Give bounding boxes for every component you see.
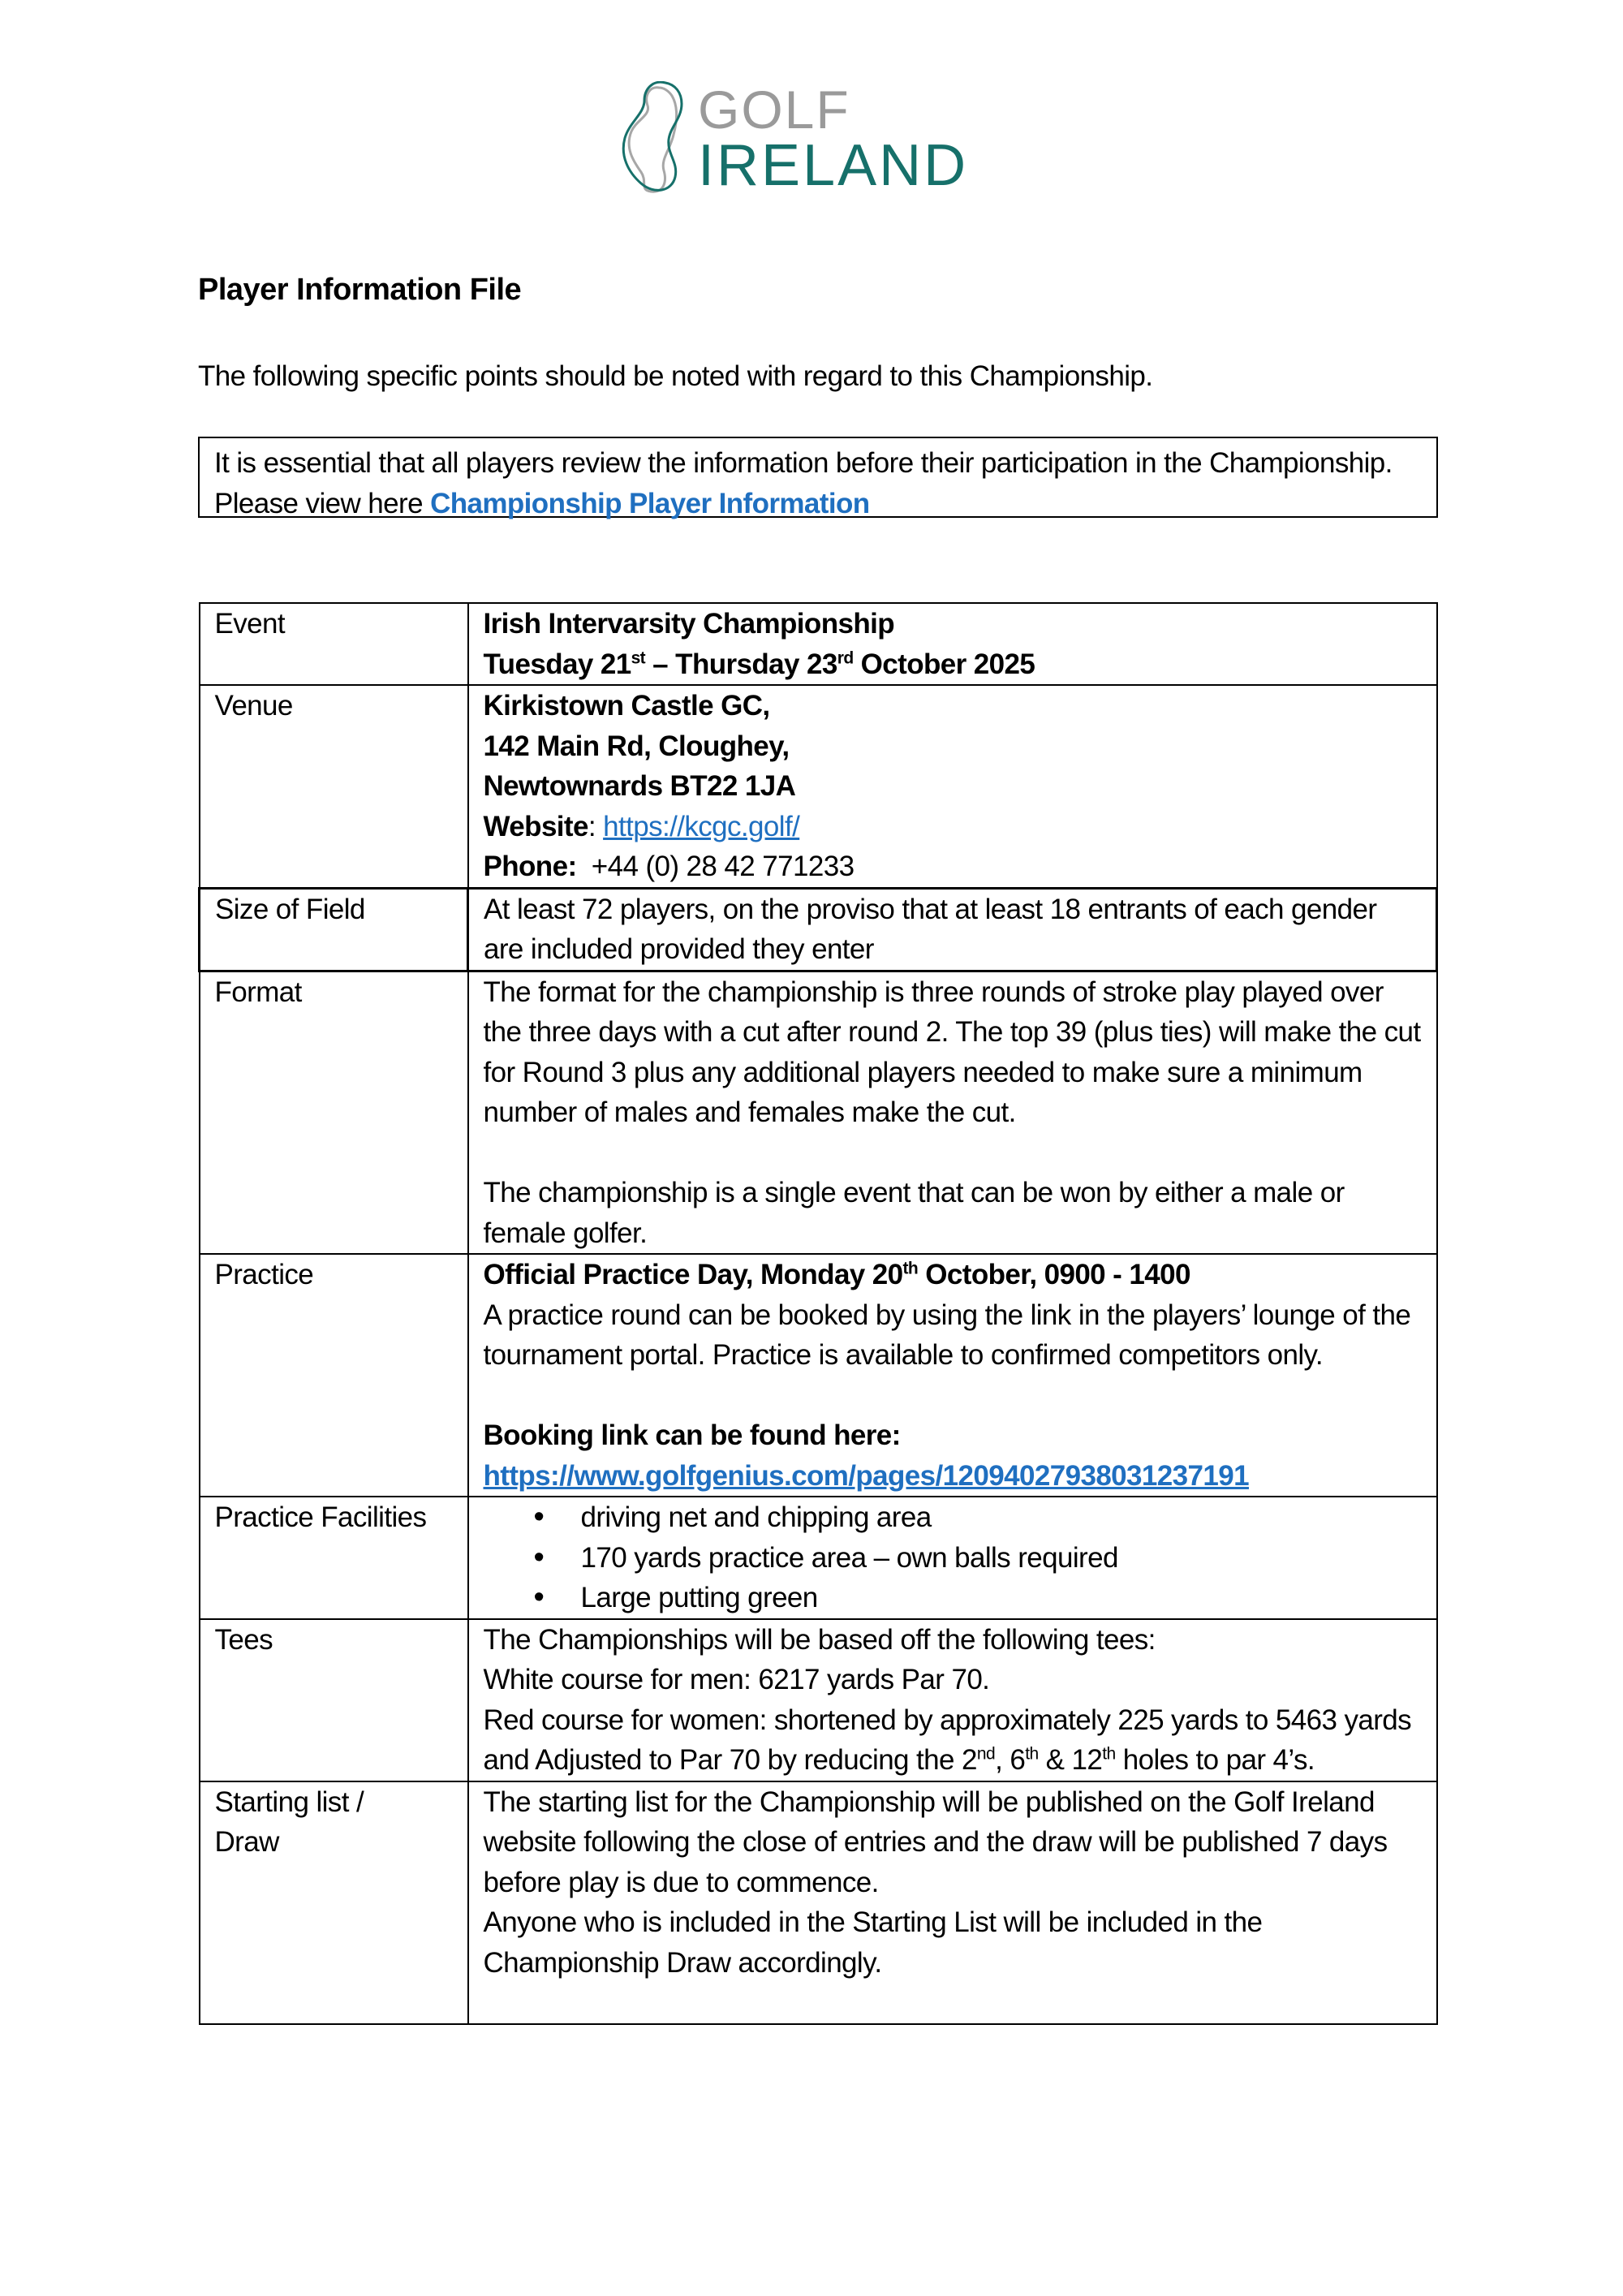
row-label: Size of Field (200, 888, 468, 971)
golf-ireland-logo (617, 80, 974, 198)
row-label-line: Draw (214, 1826, 279, 1858)
ordinal-suffix: st (631, 648, 646, 667)
booking-label: Booking link can be found here: (483, 1419, 901, 1451)
tees-women-text: Red course for women: shortened by approximately 225 yards to 5463 yards and Adjusted to Par 70 by reducing the 2 (483, 1704, 1412, 1776)
row-label: Practice (200, 1254, 468, 1497)
row-label: Format (200, 971, 468, 1254)
row-value (468, 603, 1437, 685)
row-label: Venue (200, 685, 468, 888)
row-label: Tees (200, 1619, 468, 1781)
tees-women-end: holes to par 4’s. (1115, 1744, 1315, 1776)
practice-time: October, 0900 - 1400 (918, 1259, 1190, 1290)
event-name: Irish Intervarsity Championship (483, 608, 895, 640)
starting-list-paragraph-1: The starting list for the Championship will be published on the Golf Ireland website following the close of entries and the draw will be published 7 days before play is due to commence. (483, 1786, 1388, 1898)
row-value (468, 1254, 1437, 1497)
row-value (468, 1497, 1437, 1619)
tees-hole: , 6 (995, 1744, 1026, 1776)
championship-info-table (198, 602, 1438, 2025)
ordinal-suffix: nd (976, 1744, 996, 1764)
ordinal-suffix: rd (837, 648, 854, 667)
row-label: Practice Facilities (200, 1497, 468, 1619)
golf-ireland-logo-mark-icon (617, 81, 690, 195)
tees-line-1: The Championships will be based off the following tees: (483, 1623, 1156, 1656)
row-value (468, 685, 1437, 888)
list-item: • 170 yards practice area – own balls required (534, 1538, 1422, 1579)
table-row-event (200, 603, 1437, 685)
event-dates (484, 644, 1422, 685)
tees-line-3 (484, 1700, 1422, 1781)
row-label: Event (200, 603, 468, 685)
facilities-list (484, 1497, 1422, 1618)
table-row-practice-facilities (200, 1497, 1437, 1619)
list-item: • driving net and chipping area (534, 1497, 1422, 1538)
table-row-size-of-field (200, 888, 1437, 971)
ordinal-suffix: th (1025, 1744, 1039, 1764)
table-row-venue (200, 685, 1437, 888)
table-row-starting-list (200, 1781, 1437, 2024)
championship-player-info-link[interactable]: Championship Player Information (430, 488, 870, 519)
table-row-format (200, 971, 1437, 1254)
venue-website: Website: https://kcgc.golf/ (483, 810, 800, 842)
ordinal-suffix: th (1102, 1744, 1116, 1764)
list-item: • Large putting green (534, 1578, 1422, 1618)
practice-text: A practice round can be booked by using the link in the players’ lounge of the tournament portal. Practice is available to confirmed competitors only. (483, 1299, 1411, 1371)
row-label-line: Starting list / (214, 1786, 364, 1818)
format-paragraph-1: The format for the championship is three rounds of stroke play played over the three days with a cut after round 2. The top 39 (plus ties) will make the cut for Round 3 plus any additional players needed to make sure a minimum number of males and females make the cut. (483, 976, 1421, 1128)
event-start: Tuesday 21 (483, 648, 631, 680)
notice-text: It is essential that all players review the information before their participation in the Championship. Please view here (214, 447, 1393, 519)
phone-label: Phone: (483, 851, 577, 882)
table-row-practice (200, 1254, 1437, 1497)
venue-address-1: 142 Main Rd, Cloughey, (483, 730, 790, 762)
intro-text: The following specific points should be noted with regard to this Championship. (198, 360, 1153, 392)
website-label: Website (483, 810, 588, 842)
venue-phone (484, 846, 1422, 887)
logo-text-golf: GOLF (698, 80, 850, 140)
practice-day: Official Practice Day, Monday 20 (483, 1259, 903, 1290)
starting-list-paragraph-2: Anyone who is included in the Starting List will be included in the Championship Draw accordingly. (483, 1906, 1263, 1979)
notice-box (198, 437, 1438, 518)
row-value (468, 971, 1437, 1254)
tees-hole: & 12 (1038, 1744, 1103, 1776)
practice-day-heading (484, 1255, 1422, 1295)
format-paragraph-2: The championship is a single event that can be won by either a male or female golfer. (483, 1177, 1345, 1249)
booking-link[interactable]: https://www.golfgenius.com/pages/12094027938031237191 (483, 1459, 1249, 1492)
row-value (468, 1781, 1437, 2024)
row-value (468, 1619, 1437, 1781)
phone-number: +44 (0) 28 42 771233 (576, 851, 855, 882)
row-value: At least 72 players, on the proviso that at least 18 entrants of each gender are included provided they enter (468, 888, 1437, 971)
tees-line-2: White course for men: 6217 yards Par 70. (483, 1664, 990, 1695)
event-end-month: October 2025 (853, 648, 1035, 680)
event-end-day: – Thursday 23 (645, 648, 837, 680)
logo-text-ireland: IRELAND (698, 133, 969, 198)
venue-website-link[interactable]: https://kcgc.golf/ (603, 810, 800, 842)
venue-name: Kirkistown Castle GC, (483, 690, 770, 722)
table-row-tees (200, 1619, 1437, 1781)
row-label (200, 1781, 468, 2024)
page-title: Player Information File (198, 273, 522, 307)
ordinal-suffix: th (902, 1259, 919, 1278)
venue-address-2: Newtownards BT22 1JA (483, 770, 796, 802)
